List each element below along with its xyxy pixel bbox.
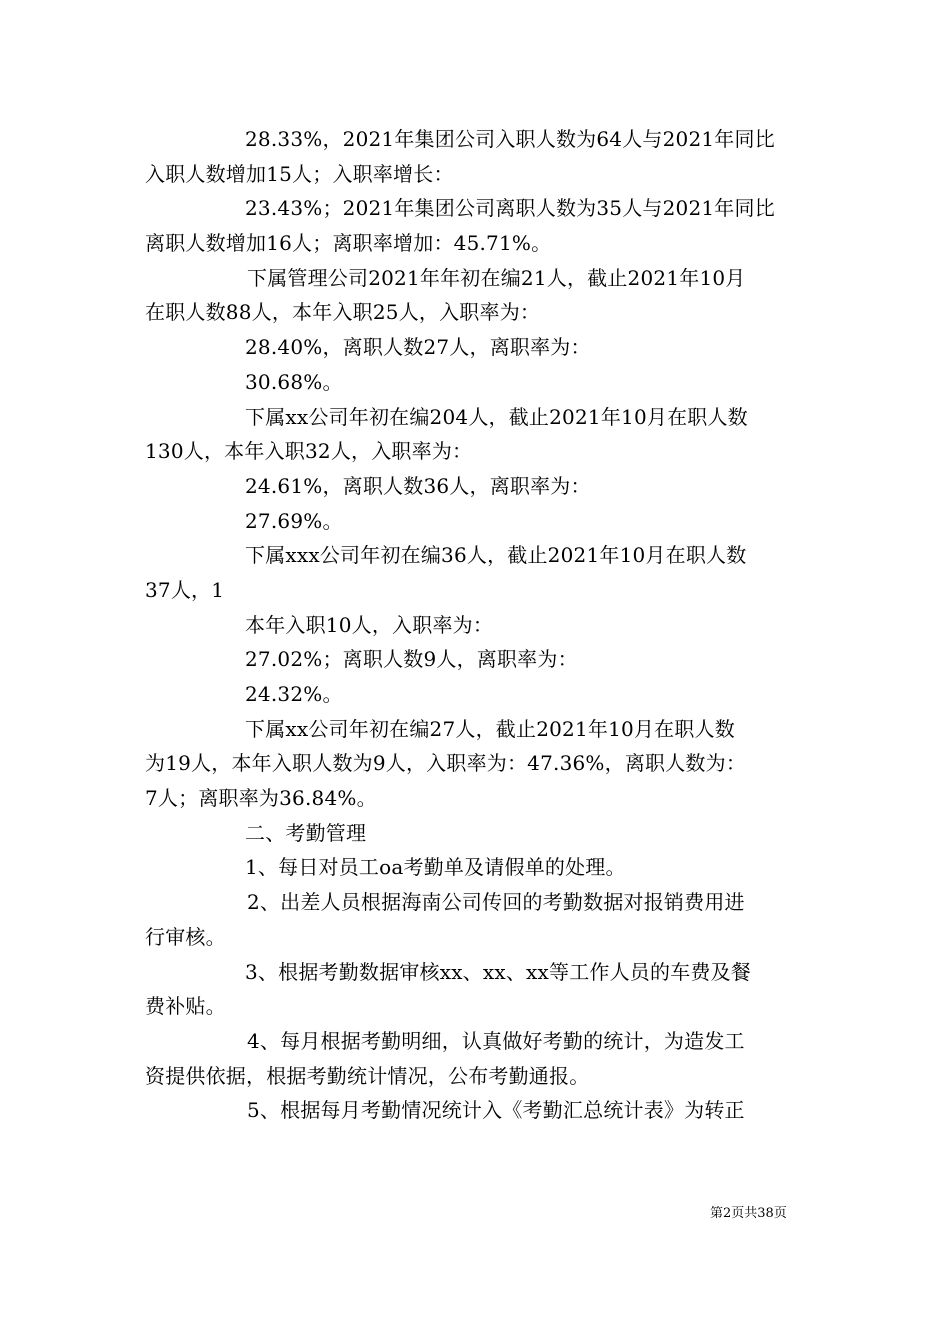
page-number-footer: 第2页共38页 bbox=[710, 1206, 787, 1221]
text-line: 28.33%，2021年集团公司入职人数为64人与2021年同比 bbox=[245, 127, 775, 151]
text-line: 27.02%；离职人数9人，离职率为： bbox=[245, 647, 578, 672]
text-line: 本年入职10人，入职率为： bbox=[245, 612, 494, 637]
text-line: 23.43%；2021年集团公司离职人数为35人与2021年同比 bbox=[245, 196, 775, 221]
text-line: 行审核。 bbox=[145, 924, 226, 949]
text-line: 在职人数88人，本年入职25人，入职率为： bbox=[145, 300, 541, 325]
text-line: 5、根据每月考勤情况统计入《考勤汇总统计表》为转正 bbox=[247, 1098, 745, 1123]
text-line: 28.40%，离职人数27人，离职率为： bbox=[245, 335, 591, 360]
text-line: 下属xx公司年初在编204人，截止2021年10月在职人数 bbox=[245, 404, 748, 429]
text-line: 130人，本年入职32人，入职率为： bbox=[145, 439, 473, 464]
text-line: 24.61%，离职人数36人，离职率为： bbox=[245, 473, 591, 498]
text-line: 27.69%。 bbox=[245, 508, 343, 533]
document-body bbox=[145, 122, 810, 1128]
text-line: 下属xx公司年初在编27人，截止2021年10月在职人数 bbox=[245, 716, 735, 741]
text-line: 1、每日对员工oa考勤单及请假单的处理。 bbox=[245, 855, 626, 880]
text-line: 资提供依据，根据考勤统计情况，公布考勤通报。 bbox=[145, 1063, 590, 1088]
text-line: 费补贴。 bbox=[145, 994, 226, 1019]
text-line: 离职人数增加16人；离职率增加：45.71%。 bbox=[145, 231, 552, 256]
text-line: 4、每月根据考勤明细，认真做好考勤的统计，为造发工 bbox=[247, 1028, 745, 1053]
text-line: 37人，1 bbox=[145, 577, 225, 602]
text-line: 3、根据考勤数据审核xx、xx、xx等工作人员的车费及餐 bbox=[245, 959, 751, 984]
section-heading: 二、考勤管理 bbox=[245, 820, 367, 845]
text-line: 2、出差人员根据海南公司传回的考勤数据对报销费用进 bbox=[247, 890, 745, 915]
text-line: 下属管理公司2021年年初在编21人，截止2021年10月 bbox=[247, 265, 746, 290]
text-line: 下属xxx公司年初在编36人，截止2021年10月在职人数 bbox=[245, 543, 747, 568]
text-line: 24.32%。 bbox=[245, 682, 343, 706]
text-line: 7人；离职率为36.84%。 bbox=[145, 786, 377, 811]
text-line: 为19人，本年入职人数为9人，入职率为：47.36%，离职人数为： bbox=[145, 751, 747, 776]
text-line: 入职人数增加15人；入职率增长： bbox=[145, 161, 454, 186]
text-line: 30.68%。 bbox=[245, 369, 343, 394]
